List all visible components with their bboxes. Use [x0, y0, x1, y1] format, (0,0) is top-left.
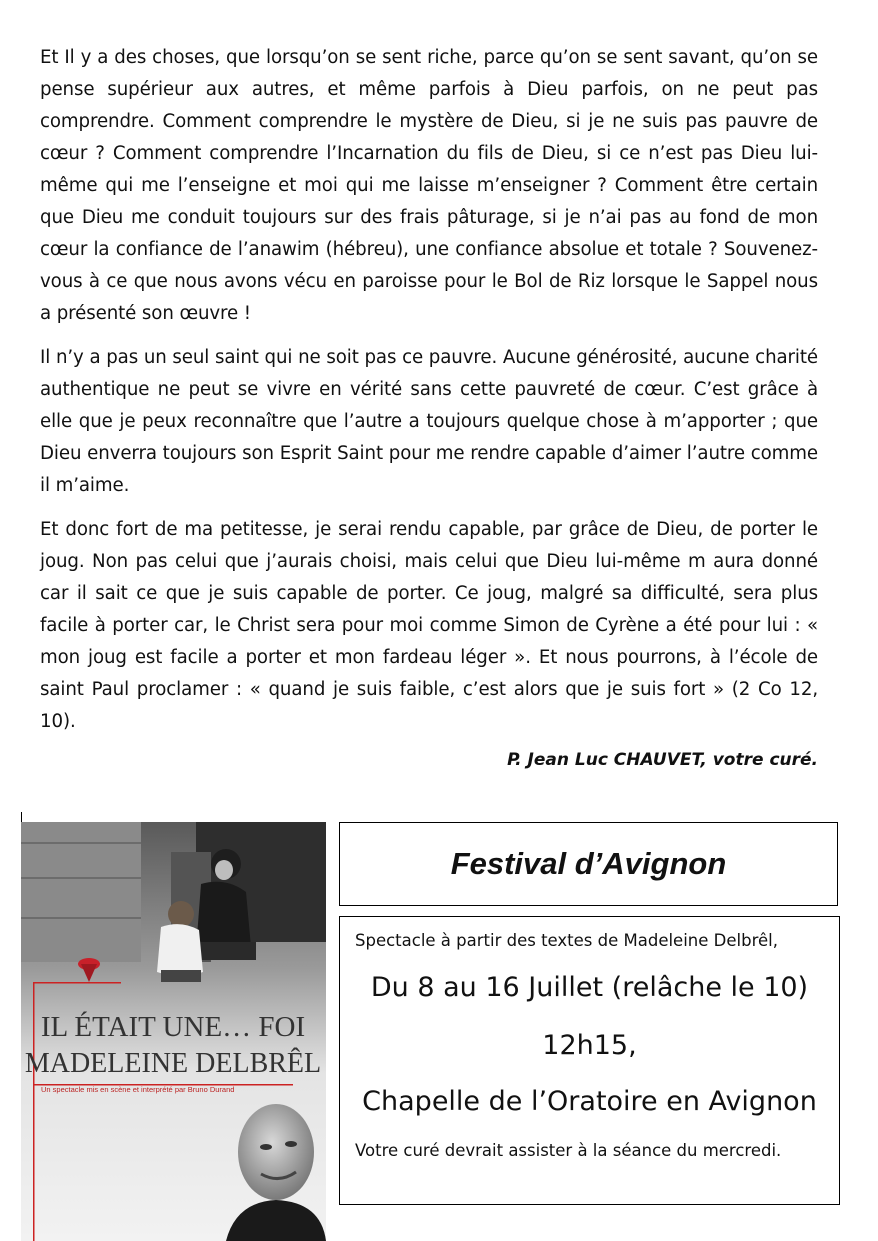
signature: P. Jean Luc CHAUVET, votre curé.: [507, 750, 818, 770]
show-poster: [21, 822, 326, 1241]
poster-title-line1: IL ÉTAIT UNE… FOI: [40, 1011, 306, 1043]
poster-title-line2: MADELEINE DELBRÊL: [24, 1048, 322, 1079]
article-paragraph-3: Et donc fort de ma petitesse, je serai rendu capable, par grâce de Dieu, de porter le joug. Non pas celui que j’aurais choisi, mais celui que Dieu lui-même m aura donné car il sait ce que je suis capable de porter. Ce joug, malgré sa difficulté, sera plus facile à porter car, le Christ sera pour moi comme Simon de Cyrène a été pour lui : « mon joug est facile a porter et mon fardeau léger ». Et nous pourrons, à l’école de saint Paul proclamer : « quand je suis faible, c’est alors que je suis fort » (2 Co 12, 10).: [40, 519, 818, 732]
festival-intro: Spectacle à partir des textes de Madeleine Delbrêl,: [355, 931, 778, 950]
article-body: [40, 42, 818, 770]
poster-image: [21, 822, 326, 1241]
festival-dates: Du 8 au 16 Juillet (relâche le 10): [370, 972, 809, 1003]
article-paragraph-1: Et Il y a des choses, que lorsqu’on se sent riche, parce qu’on se sent savant, qu’on se pense supérieur aux autres, et même parfois à Dieu parfois, on ne peut pas comprendre. Comment comprendre le mystère de Dieu, si je ne suis pas pauvre de cœur ? Comment comprendre l’Incarnation du fils de Dieu, si ce n’est pas Dieu lui-même qui me l’enseigne et moi qui me laisse m’enseigner ? Comment être certain que Dieu me conduit toujours sur des frais pâturage, si je n’ai pas au fond de mon cœur la confiance de l’anawim (hébreu), une confiance absolue et totale ? Souvenez-vous à ce que nous avons vécu en paroisse pour le Bol de Riz lorsque le Sappel nous a présenté son œuvre !: [40, 47, 818, 324]
article-paragraph-2: Il n’y a pas un seul saint qui ne soit pas ce pauvre. Aucune générosité, aucune charité authentique ne peut se vivre en vérité sans cette pauvreté de cœur. C’est grâce à elle que je peux reconnaître que l’autre a toujours quelque chose à m’apporter ; que Dieu enverra toujours son Esprit Saint pour me rendre capable d’aimer l’autre comme il m’aime.: [40, 347, 818, 496]
festival-title-box: [339, 822, 838, 906]
festival-title: Festival d’Avignon: [450, 846, 727, 881]
festival-note: Votre curé devrait assister à la séance du mercredi.: [355, 1141, 782, 1160]
festival-info-box: [339, 916, 840, 1205]
festival-place: Chapelle de l’Oratoire en Avignon: [362, 1086, 817, 1117]
festival-time: 12h15,: [542, 1030, 637, 1061]
poster-subtitle: Un spectacle mis en scène et interprété par Bruno Durand: [41, 1085, 235, 1094]
